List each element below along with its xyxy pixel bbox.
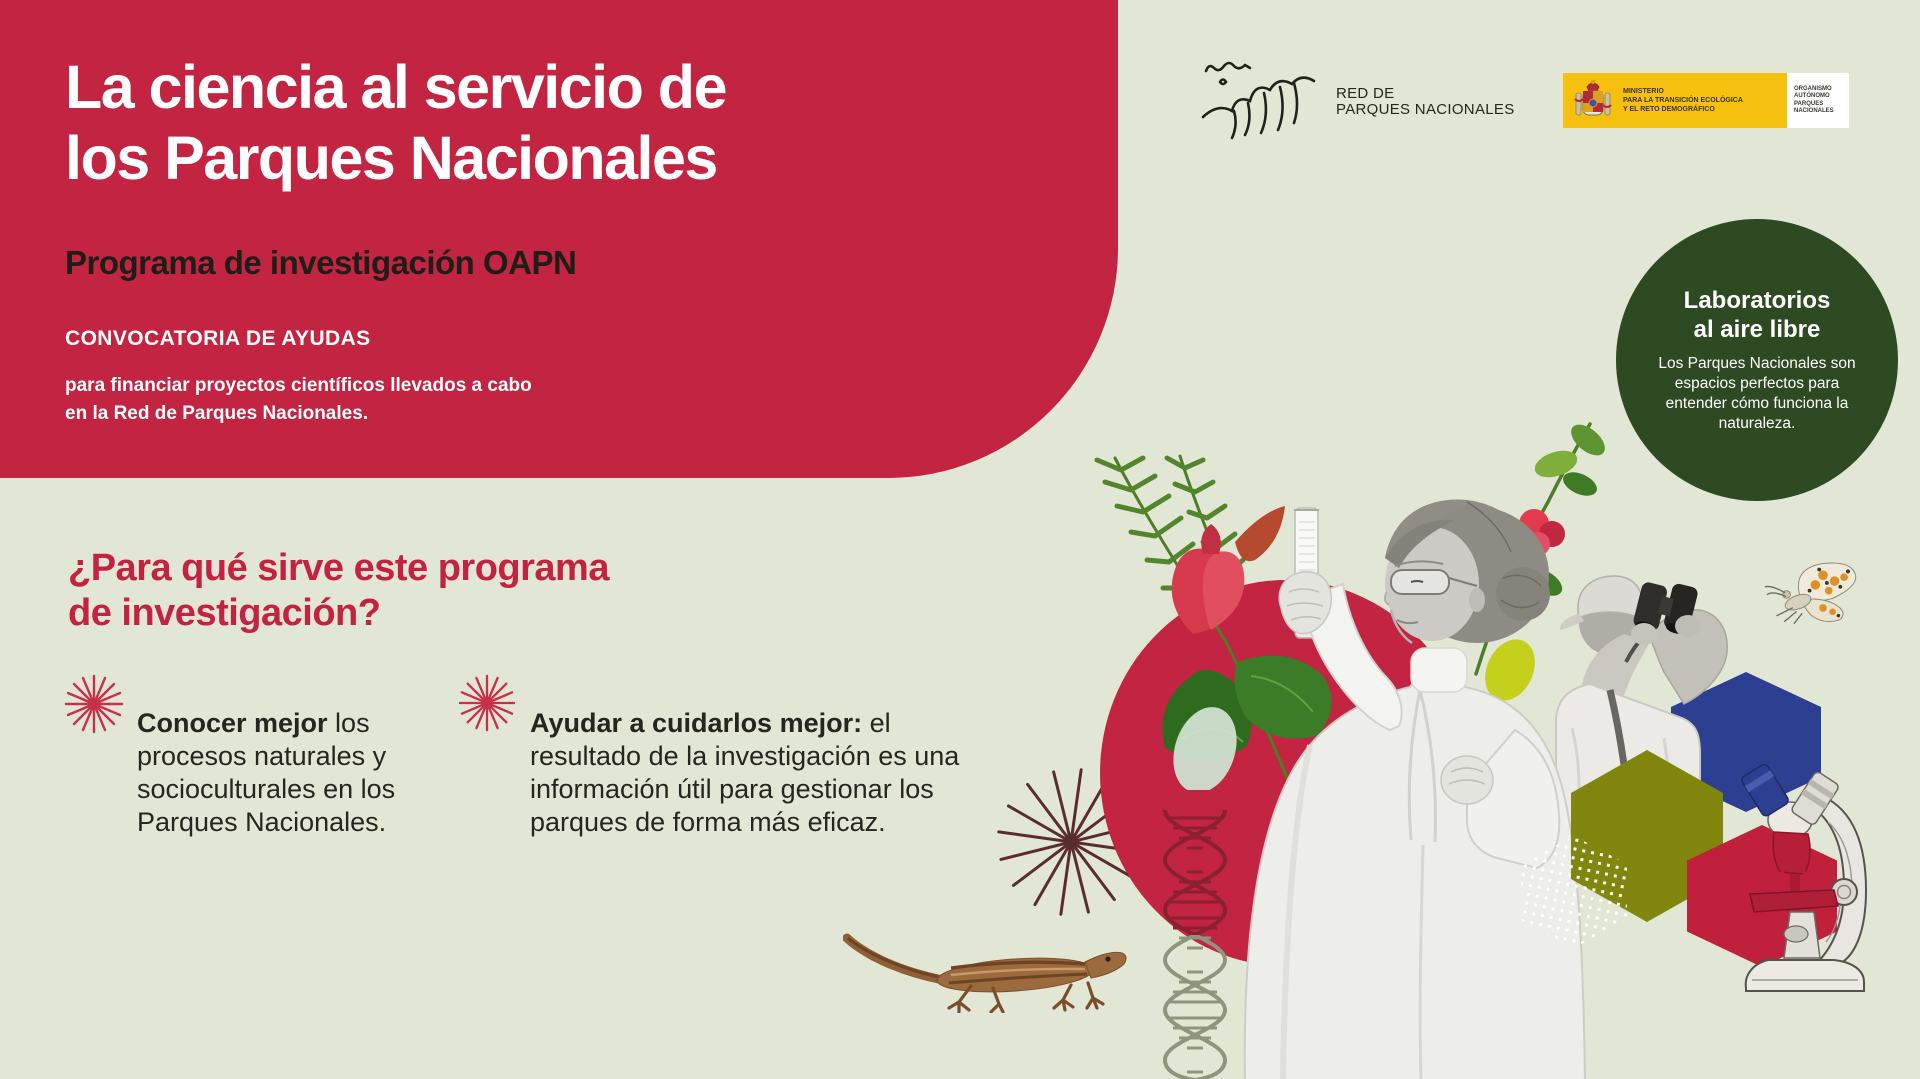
bullet-care-better: Ayudar a cuidarlos mejor: el resultado de la investigación es una información útil para gestionar los parques de forma más eficaz. bbox=[530, 708, 960, 837]
butterfly-illustration bbox=[1763, 558, 1860, 630]
page-title-line2: los Parques Nacionales bbox=[65, 124, 717, 192]
hero-description: para financiar proyectos científicos llevados a cabo en la Red de Parques Nacionales. bbox=[65, 375, 532, 424]
scientist-with-test-tube-photo bbox=[1215, 480, 1595, 1079]
page-title-line1: La ciencia al servicio de bbox=[65, 53, 726, 121]
outdoor-labs-body: Los Parques Nacionales son espacios perfectos para entender cómo funciona la naturaleza. bbox=[1658, 355, 1856, 432]
red-turret bbox=[1773, 832, 1810, 874]
ministry-logo-text: MINISTERIO PARA LA TRANSICIÓN ECOLÓGICA Y EL RETO DEMOGRÁFICO bbox=[1623, 88, 1743, 113]
microscope-engraving bbox=[1738, 762, 1878, 1002]
page-title bbox=[65, 52, 726, 194]
bullet-know-better: Conocer mejor los procesos naturales y socioculturales en los Parques Nacionales. bbox=[137, 708, 396, 837]
red-asterisk-star-icon bbox=[64, 674, 124, 734]
hair-bun bbox=[1496, 567, 1550, 621]
hero-red-block bbox=[0, 0, 1118, 478]
spain-coat-of-arms-icon bbox=[1573, 79, 1613, 123]
agency-logo-text: ORGANISMO AUTÓNOMO PARQUES NACIONALES bbox=[1787, 73, 1849, 128]
program-subtitle: Programa de investigación OAPN bbox=[65, 244, 577, 281]
call-for-grants-label: CONVOCATORIA DE AYUDAS bbox=[65, 327, 371, 350]
lizard-photo bbox=[843, 928, 1128, 1013]
ministry-logo bbox=[1563, 73, 1787, 128]
network-logo-text: RED DE PARQUES NACIONALES bbox=[1336, 85, 1515, 118]
red-asterisk-star-icon bbox=[458, 674, 516, 732]
outdoor-labs-title: Laboratorios al aire libre bbox=[1683, 287, 1831, 343]
outdoor-labs-circle bbox=[1616, 219, 1898, 501]
red-stage bbox=[1750, 890, 1838, 912]
dotted-hexagon bbox=[1521, 836, 1627, 948]
section-heading: ¿Para qué sirve este programa de investigación? bbox=[68, 547, 609, 634]
hand-drawn-mountains-icon bbox=[1198, 55, 1338, 140]
